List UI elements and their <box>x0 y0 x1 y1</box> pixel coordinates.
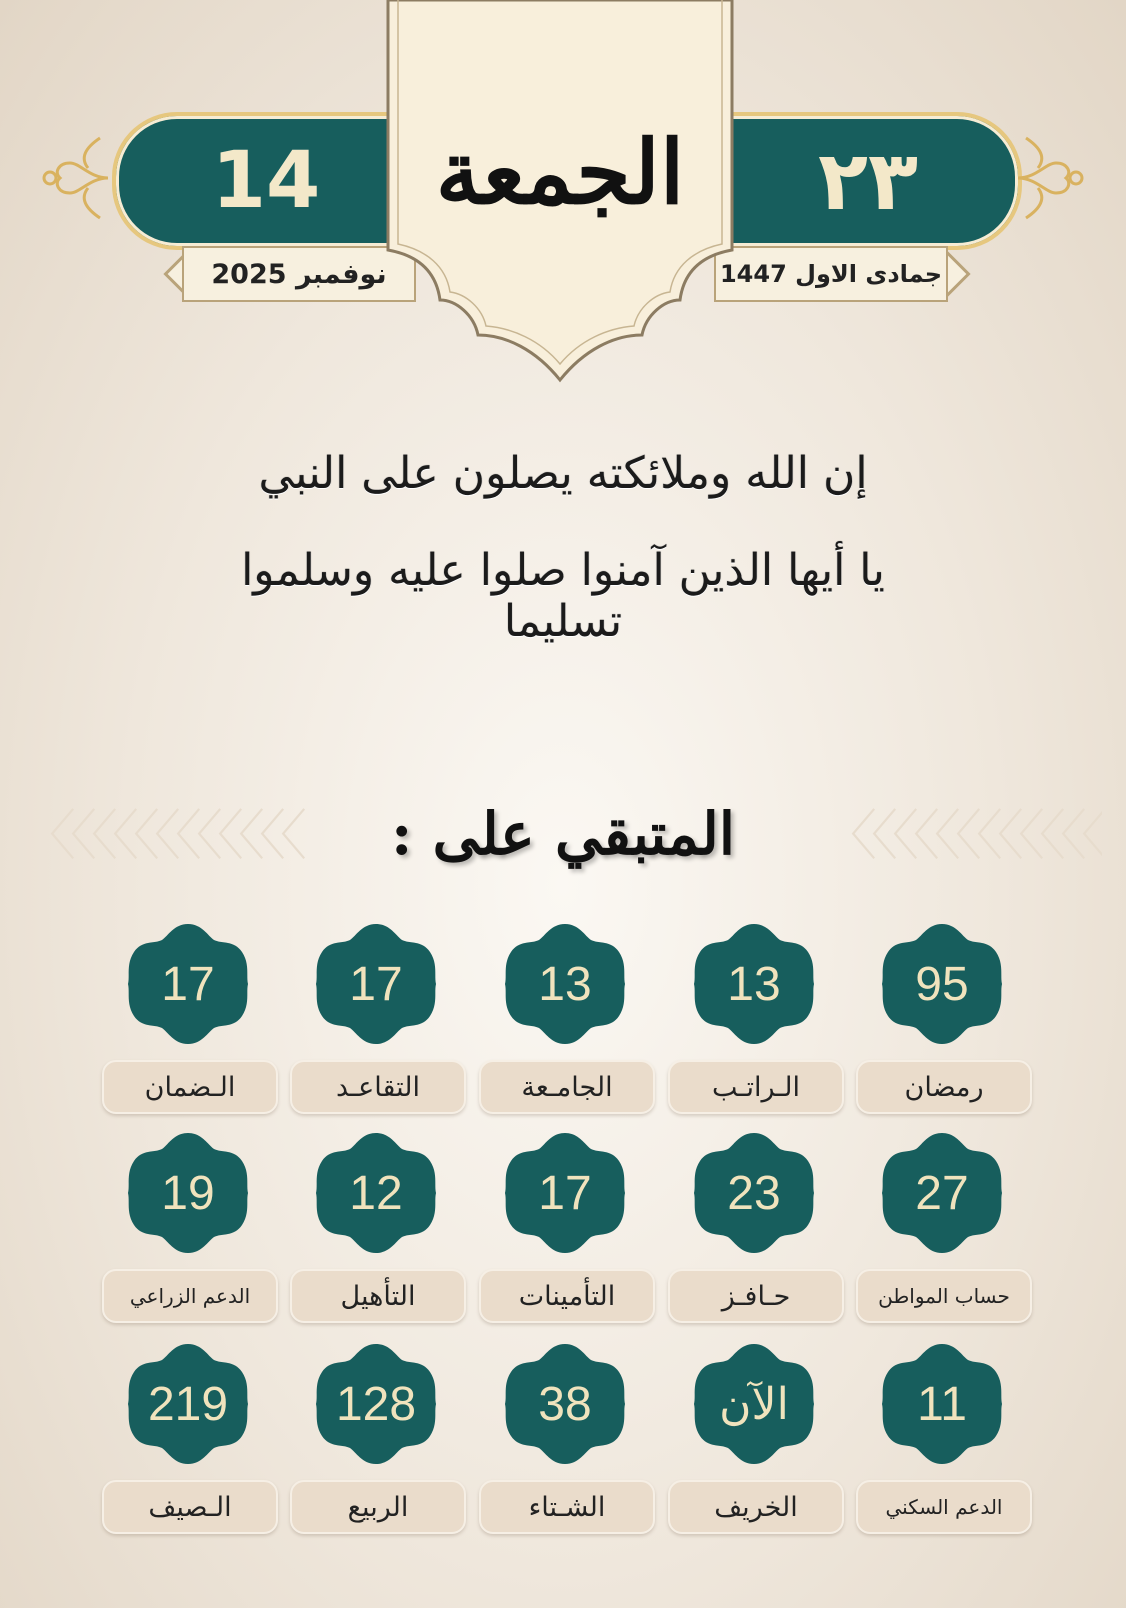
count-badge <box>499 1127 631 1259</box>
count-badge <box>688 918 820 1050</box>
remaining-title: المتبقي على : <box>391 800 735 868</box>
count-value: 128 <box>335 1377 417 1431</box>
count-label: الـراتـب <box>668 1060 844 1114</box>
count-badge <box>122 918 254 1050</box>
gregorian-month-year: نوفمبر 2025 <box>211 258 387 290</box>
count-label: الخريف <box>668 1480 844 1534</box>
count-badge <box>122 1127 254 1259</box>
count-value: 13 <box>727 957 781 1011</box>
count-value: 219 <box>147 1377 229 1431</box>
count-badge <box>499 918 631 1050</box>
count-badge <box>310 1127 442 1259</box>
count-label: الدعم الزراعي <box>102 1269 278 1323</box>
count-badge <box>688 1127 820 1259</box>
gregorian-month-ribbon <box>182 246 416 302</box>
count-label: الـصيف <box>102 1480 278 1534</box>
count-badge <box>876 918 1008 1050</box>
count-value: 38 <box>538 1377 592 1431</box>
count-label: الربيع <box>290 1480 466 1534</box>
hijri-month-year: جمادى الاول 1447 <box>719 260 943 288</box>
count-label: الدعم السكني <box>856 1480 1032 1534</box>
verse-line-1: إن الله وملائكته يصلون على النبي <box>258 448 868 499</box>
hijri-month-ribbon <box>714 246 948 302</box>
count-badge <box>310 918 442 1050</box>
count-value: 95 <box>915 957 969 1011</box>
count-value: 17 <box>349 957 403 1011</box>
count-badge <box>688 1338 820 1470</box>
chevron-decoration-icon: 〈〈〈〈〈〈〈〈〈〈〈〈 <box>823 806 1102 866</box>
hijri-day-banner <box>714 112 1022 250</box>
gregorian-day-banner <box>112 112 420 250</box>
count-value: 12 <box>349 1166 403 1220</box>
gregorian-day: 14 <box>211 136 321 226</box>
count-value: 17 <box>538 1166 592 1220</box>
day-name: الجمعة <box>435 120 685 224</box>
count-label: الشـتاء <box>479 1480 655 1534</box>
count-value: 17 <box>161 957 215 1011</box>
count-value: 23 <box>727 1166 781 1220</box>
count-value: الآن <box>719 1379 789 1429</box>
count-label: حـافـز <box>668 1269 844 1323</box>
count-label: الجامـعة <box>479 1060 655 1114</box>
count-badge <box>499 1338 631 1470</box>
count-label: التقاعـد <box>290 1060 466 1114</box>
verse-line-2: يا أيها الذين آمنوا صلوا عليه وسلموا تسليما <box>241 545 885 647</box>
count-value: 11 <box>917 1377 967 1431</box>
count-value: 13 <box>538 957 592 1011</box>
ornament-icon <box>1016 118 1086 238</box>
count-badge <box>122 1338 254 1470</box>
count-label: الـضمان <box>102 1060 278 1114</box>
hijri-day: ٢٣ <box>817 133 919 229</box>
count-value: 27 <box>915 1166 969 1220</box>
count-value: 19 <box>161 1166 215 1220</box>
count-badge <box>876 1338 1008 1470</box>
count-label: رمضان <box>856 1060 1032 1114</box>
count-label: حساب المواطن <box>856 1269 1032 1323</box>
count-badge <box>310 1338 442 1470</box>
count-label: التأهيل <box>290 1269 466 1323</box>
ornament-icon <box>40 118 110 238</box>
chevron-decoration-icon: 〈〈〈〈〈〈〈〈〈〈〈〈 <box>22 806 301 866</box>
count-badge <box>876 1127 1008 1259</box>
count-label: التأمينات <box>479 1269 655 1323</box>
